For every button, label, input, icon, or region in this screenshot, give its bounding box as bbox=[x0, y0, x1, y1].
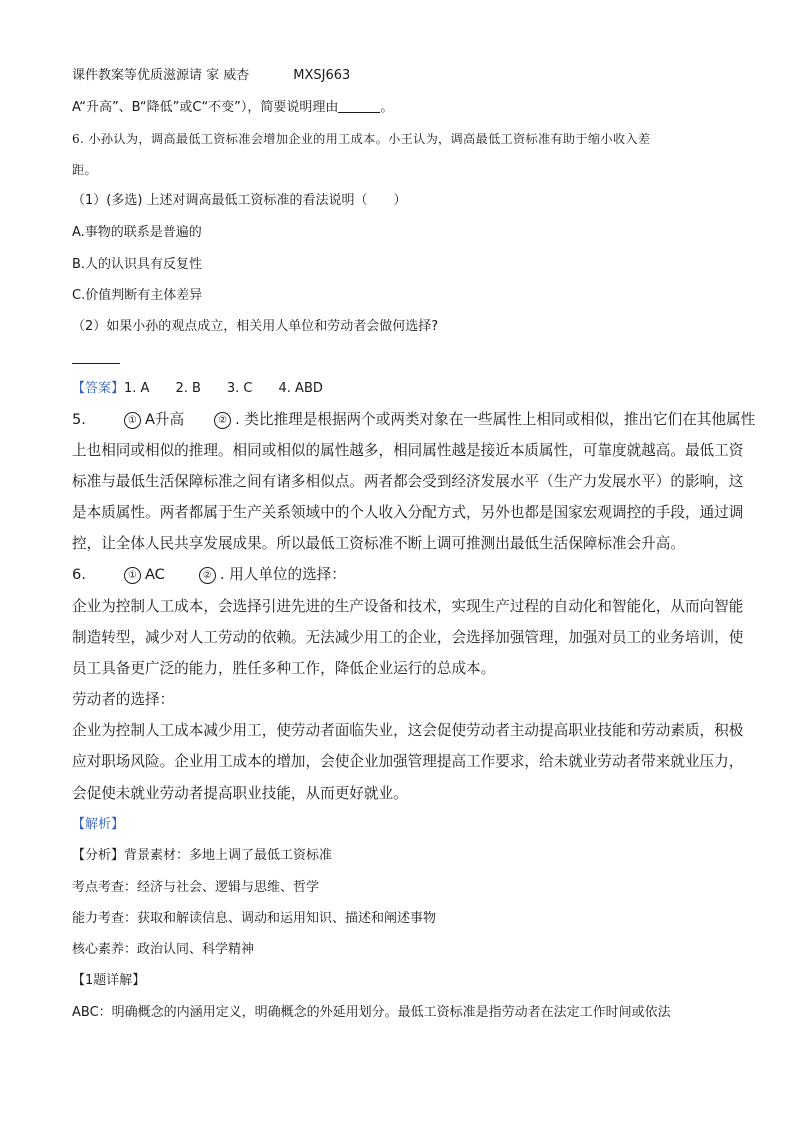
q6-sub1: （1）(多选) 上述对调高最低工资标准的看法说明（ ） bbox=[72, 193, 407, 208]
answer-line bbox=[72, 379, 323, 399]
a6-para-6: 会促使未就业劳动者提高职业技能，从而更好就业。 bbox=[72, 785, 408, 802]
header-line bbox=[72, 66, 350, 86]
a6-para-2: 制造转型，减少对人工劳动的依赖。无法减少用工的企业，会选择加强管理，加强对员工的业务培训，使 bbox=[72, 629, 744, 646]
ability-points: 能力考查：获取和解读信息、调动和运用知识、描述和阐述事物 bbox=[72, 911, 437, 926]
a6-line-1 bbox=[72, 565, 346, 585]
a6-part2-heading: . 用人单位的选择： bbox=[219, 566, 346, 583]
circle-1: ① bbox=[124, 567, 141, 584]
analysis-line bbox=[72, 846, 332, 866]
detail-heading: 【1题详解】 bbox=[72, 973, 146, 988]
a6-heading-2: 劳动者的选择： bbox=[72, 691, 175, 708]
q6-stem-2: 距。 bbox=[72, 163, 97, 177]
detail-text: ABC：明确概念的内涵用定义，明确概念的外延用划分。最低工资标准是指劳动者在法定工作时间或依法 bbox=[72, 1005, 671, 1020]
analysis-text: 背景素材：多地上调了最低工资标准 bbox=[124, 848, 333, 863]
a6-para-5: 应对职场风险。企业用工成本的增加，会使企业加强管理提高工作要求，给未就业劳动者带来就业压力， bbox=[72, 753, 744, 770]
blank-line bbox=[72, 349, 120, 369]
circle-1: ① bbox=[124, 412, 141, 429]
a6-part1: AC bbox=[144, 566, 165, 583]
a5-part1: A升高 bbox=[144, 411, 185, 428]
a6-para-1: 企业为控制人工成本，会选择引进先进的生产设备和技术，实现生产过程的自动化和智能化，从而向智能 bbox=[72, 598, 744, 615]
a6-para-4: 企业为控制人工成本减少用工，使劳动者面临失业，这会促使劳动者主动提高职业技能和劳动素质，积极 bbox=[72, 722, 744, 739]
a5-part2-start: . 类比推理是根据两个或两类对象在一些属性上相同或相似，推出它们在其他属性 bbox=[235, 411, 756, 428]
a5-line-3: 标准与最低生活保障标准之间有诸多相似点。两者都会受到经济发展水平（生产力发展水平）的影响，这 bbox=[72, 473, 744, 490]
q5-end: 。 bbox=[380, 100, 394, 115]
exam-points: 考点考查：经济与社会、逻辑与思维、哲学 bbox=[72, 880, 320, 895]
a5-line-4: 是本质属性。两者都属于生产关系领域中的个人收入分配方式，另外也都是国家宏观调控的手段，通过调 bbox=[72, 504, 744, 521]
answer-blank-2 bbox=[72, 363, 120, 364]
option-b: B.人的认识具有反复性 bbox=[72, 257, 203, 272]
core-literacy: 核心素养：政治认同、科学精神 bbox=[72, 942, 255, 957]
a5-number: 5. bbox=[72, 411, 86, 428]
a6-para-3: 员工具备更广泛的能力，胜任多种工作，降低企业运行的总成本。 bbox=[72, 660, 496, 677]
q6-stem-1: 6. 小孙认为，调高最低工资标准会增加企业的用工成本。小王认为，调高最低工资标准有助于缩小收入差 bbox=[72, 132, 651, 146]
answer-label: 【答案】 bbox=[72, 381, 125, 396]
circle-2: ② bbox=[199, 567, 216, 584]
header-code: MXSJ663 bbox=[293, 68, 351, 83]
header-source: 课件教案等优质滋源请 家 威杏 bbox=[72, 68, 250, 83]
a5-line-1 bbox=[72, 410, 755, 430]
q5-tail-text: A“升高”、B“降低”或C“不变”），简要说明理由 bbox=[72, 100, 339, 115]
answer-blank bbox=[338, 112, 380, 113]
a5-line-5: 控，让全体人民共享发展成果。所以最低工资标准不断上调可推测出最低生活保障标准会升高。 bbox=[72, 535, 685, 552]
option-a: A.事物的联系是普遍的 bbox=[72, 225, 202, 240]
a5-line-2: 上也相同或相似的推理。相同或相似的属性越多，相同属性越是接近本质属性，可靠度就越高。最低工资 bbox=[72, 442, 744, 459]
q6-sub2: （2）如果小孙的观点成立，相关用人单位和劳动者会做何选择? bbox=[72, 319, 439, 334]
circle-2: ② bbox=[214, 412, 231, 429]
q5-tail-line bbox=[72, 98, 393, 118]
a6-number: 6. bbox=[72, 566, 86, 583]
option-c: C.价值判断有主体差异 bbox=[72, 288, 203, 303]
analysis-sub-label: 【分析】 bbox=[72, 848, 125, 863]
analysis-label: 【解析】 bbox=[72, 817, 125, 832]
answer-value: 1. A 2. B 3. C 4. ABD bbox=[124, 381, 323, 396]
